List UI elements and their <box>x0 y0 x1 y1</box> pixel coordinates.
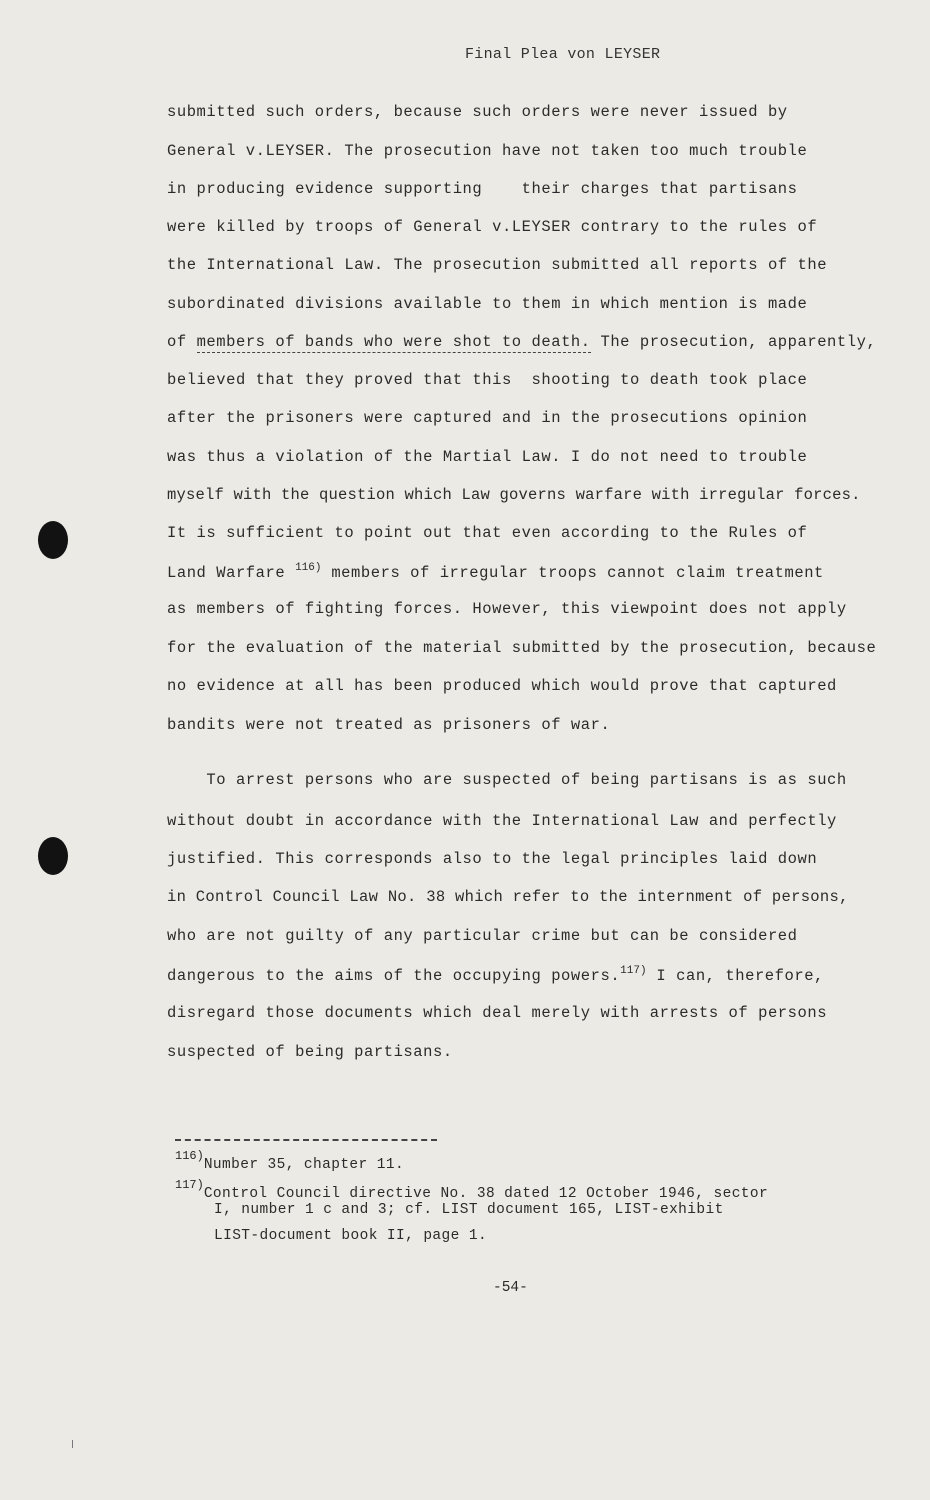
text-line: General v.LEYSER. The prosecution have not taken too much trouble <box>167 142 808 160</box>
text-line: subordinated divisions available to them in which mention is made <box>167 295 808 313</box>
punch-hole-bottom <box>38 837 68 875</box>
text-line: myself with the question which Law governs warfare with irregular forces. <box>167 486 861 504</box>
footnote-116: $^{116)}$Number 35, chapter 11. <box>175 1149 405 1173</box>
text-line: in producing evidence supporting their charges that partisans <box>167 180 798 198</box>
text-line: after the prisoners were captured and in the prosecutions opinion <box>167 409 808 427</box>
text-line: in Control Council Law No. 38 which refer to the internment of persons, <box>167 888 849 906</box>
text-line: Land Warfare $^{116)}$ members of irregular troops cannot claim treatment <box>167 562 824 582</box>
text-line: dangerous to the aims of the occupying powers.$^{117)}$ I can, therefore, <box>167 965 824 985</box>
text-line: of members of bands who were shot to death. The prosecution, apparently, <box>167 333 877 351</box>
footnote-ref-117: 117) <box>620 965 647 977</box>
text-line: were killed by troops of General v.LEYSER contrary to the rules of <box>167 218 818 236</box>
text-line: disregard those documents which deal merely with arrests of persons <box>167 1004 828 1022</box>
footnote-ref-116: 116) <box>295 562 322 574</box>
text-line: for the evaluation of the material submitted by the prosecution, because <box>167 639 877 657</box>
text-line: submitted such orders, because such orders were never issued by <box>167 103 788 121</box>
underlined-phrase: members of bands who were shot to death. <box>196 333 591 351</box>
text-line: the International Law. The prosecution submitted all reports of the <box>167 256 828 274</box>
text-line: bandits were not treated as prisoners of war. <box>167 716 611 734</box>
text-line: It is sufficient to point out that even according to the Rules of <box>167 524 808 542</box>
footnote-117-cont: LIST-document book II, page 1. <box>214 1228 488 1244</box>
footnote-117-cont: I, number 1 c and 3; cf. LIST document 165, LIST-exhibit <box>214 1202 724 1218</box>
text-line: suspected of being partisans. <box>167 1043 453 1061</box>
footnote-rule <box>175 1139 437 1141</box>
text-line: To arrest persons who are suspected of being partisans is as such <box>167 771 847 789</box>
text-line: justified. This corresponds also to the legal principles laid down <box>167 850 818 868</box>
text-line: as members of fighting forces. However, this viewpoint does not apply <box>167 600 847 618</box>
text-line: no evidence at all has been produced which would prove that captured <box>167 677 837 695</box>
page-number: -54- <box>493 1280 528 1296</box>
text-line: was thus a violation of the Martial Law. I do not need to trouble <box>167 448 808 466</box>
page-header: Final Plea von LEYSER <box>465 46 661 63</box>
footnote-117: $^{117)}$Control Council directive No. 38 dated 12 October 1946, sector <box>175 1178 769 1202</box>
text-line: who are not guilty of any particular crime but can be considered <box>167 927 798 945</box>
text-line: without doubt in accordance with the International Law and perfectly <box>167 812 837 830</box>
page-mark <box>72 1440 73 1448</box>
punch-hole-top <box>38 521 68 559</box>
text-line: believed that they proved that this shooting to death took place <box>167 371 808 389</box>
